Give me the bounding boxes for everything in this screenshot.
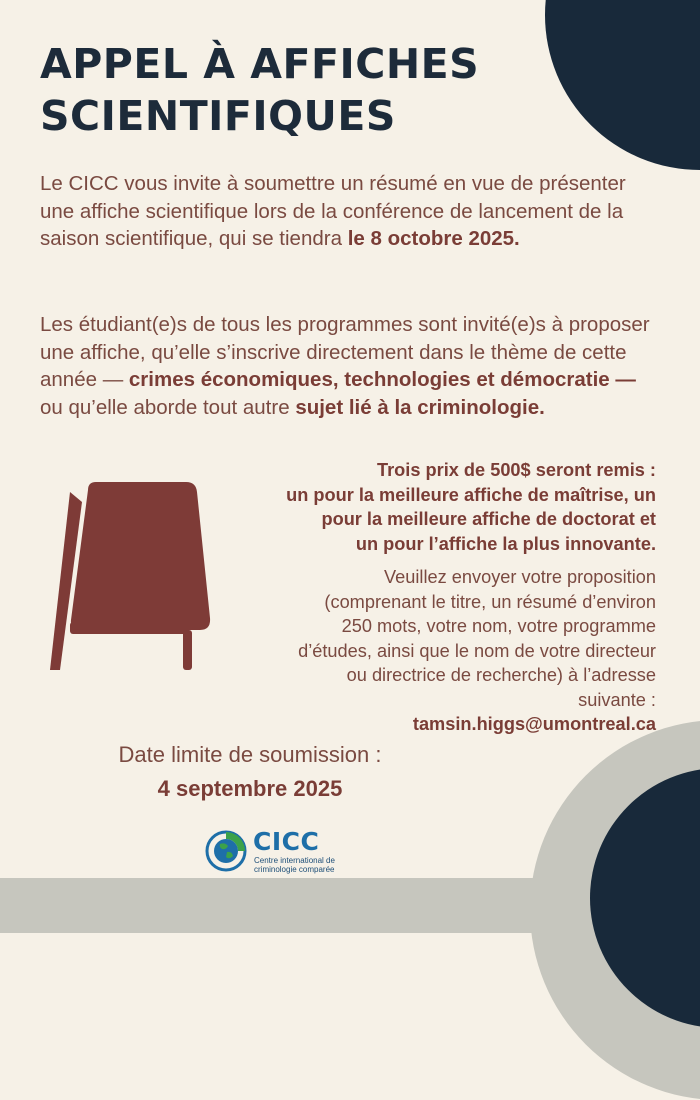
students-text-1: Les étudiant(e)s de tous les programmes sont invité(e)s à proposer une affiche, qu’elle s’inscrive directement dans le thème de cette année — (40, 313, 650, 391)
title-line-2: SCIENTIFIQUES (40, 92, 396, 140)
deadline-date: 4 septembre 2025 (157, 776, 343, 801)
globe-logo-icon (205, 830, 247, 872)
submission-line-2: (comprenant le titre, un résumé d’environ (324, 591, 656, 612)
submission-prefix: suivante : (578, 689, 656, 710)
decorative-circle-top-right (545, 0, 700, 170)
submission-line-6 (216, 688, 656, 737)
students-paragraph (40, 311, 660, 421)
easel-icon (40, 480, 230, 680)
page-title (40, 38, 479, 142)
submission-block (216, 565, 656, 737)
prizes-line-4: un pour l’affiche la plus innovante. (355, 533, 656, 554)
prizes-line-1: Trois prix de 500$ seront remis : (377, 460, 656, 480)
subject-text: sujet lié à la criminologie. (295, 395, 545, 419)
submission-line-5: ou directrice de recherche) à l’adresse (346, 665, 656, 685)
event-date: le 8 octobre 2025. (347, 227, 520, 250)
deadline-label: Date limite de soumission : (118, 742, 382, 767)
logo-name: CICC (253, 827, 320, 856)
logo-subtitle-1: Centre international de (254, 856, 335, 865)
intro-text: Le CICC vous invite à soumettre un résumé en vue de présenter une affiche scientifique lors de la conférence de lancement de la saison scientifique, qui se tiendra (40, 172, 626, 250)
prizes-block (206, 458, 656, 556)
logo-subtitle-2: criminologie comparée (254, 865, 335, 874)
contact-email[interactable]: tamsin.higgs@umontreal.ca (412, 714, 656, 734)
submission-line-1: Veuillez envoyer votre proposition (384, 567, 656, 587)
theme-text: crimes économiques, technologies et démocratie — (128, 368, 636, 391)
intro-paragraph (40, 170, 660, 253)
submission-line-4: d’études, ainsi que le nom de votre directeur (298, 640, 656, 661)
students-text-2: ou qu’elle aborde tout autre (40, 395, 296, 419)
cicc-logo (205, 826, 365, 876)
submission-line-3: 250 mots, votre nom, votre programme (341, 616, 656, 636)
prizes-line-3: pour la meilleure affiche de doctorat et (321, 509, 656, 529)
title-line-1: APPEL À AFFICHES (40, 40, 480, 88)
prizes-line-2: un pour la meilleure affiche de maîtrise, un (286, 484, 656, 505)
